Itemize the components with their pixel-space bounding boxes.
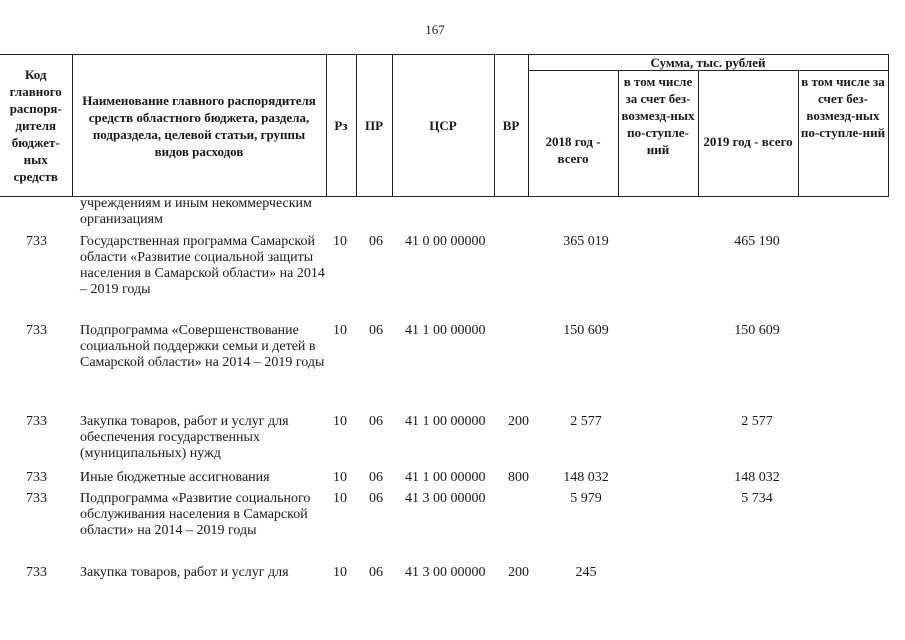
row-sum-2019: 5 734: [741, 491, 773, 506]
row-name: Государственная программа Самарской области «Развитие социальной защиты населения в Самарской области» на 2014 – 2019 годы: [80, 234, 325, 297]
row-csr: 41 1 00 00000: [405, 470, 486, 485]
row-sum-2018: 245: [575, 565, 597, 580]
row-pr: 06: [369, 565, 383, 580]
header-name: Наименование главного распорядителя средств областного бюджета, раздела, подраздела, целевой статьи, группы видов расходов: [72, 55, 326, 197]
row-name: Иные бюджетные ассигнования: [80, 470, 270, 485]
row-kod: 733: [26, 414, 47, 429]
header-total-2019: 2019 год - всего: [698, 71, 798, 197]
row-csr: 41 3 00 00000: [405, 565, 486, 580]
header-pr: ПР: [356, 55, 392, 197]
header-total-2018: 2018 год - всего: [528, 71, 618, 197]
row-pr: 06: [369, 323, 383, 338]
row-sum-2019: 2 577: [741, 414, 773, 429]
row-sum-2019: 150 609: [734, 323, 780, 338]
row-sum-2019: 465 190: [734, 234, 780, 249]
row-name: Закупка товаров, работ и услуг для обеспечения государственных (муниципальных) нужд: [80, 414, 289, 461]
row-csr: 41 3 00 00000: [405, 491, 486, 506]
header-csr: ЦСР: [392, 55, 494, 197]
row-kod: 733: [26, 565, 47, 580]
row-name: Подпрограмма «Развитие социального обслуживания населения в Самарской области» на 2014 – 2019 годы: [80, 491, 311, 538]
row-vr: 800: [508, 470, 529, 485]
row-sum-2018: 150 609: [563, 323, 609, 338]
header-incl-2019: в том числе за счет без-возмезд-ных по-ступле-ний: [798, 71, 888, 197]
row-pr: 06: [369, 234, 383, 249]
row-pr: 06: [369, 491, 383, 506]
page-number: 167: [425, 22, 445, 37]
row-rz: 10: [333, 414, 347, 429]
row-kod: 733: [26, 470, 47, 485]
row-rz: 10: [333, 323, 347, 338]
row-name: Подпрограмма «Совершенствование социальной поддержки семьи и детей в Самарской области» на 2014 – 2019 годы: [80, 323, 325, 370]
row-sum-2018: 365 019: [563, 234, 609, 249]
row-pr: 06: [369, 414, 383, 429]
row-rz: 10: [333, 470, 347, 485]
row-csr: 41 1 00 00000: [405, 414, 486, 429]
row-kod: 733: [26, 491, 47, 506]
row-csr: 41 1 00 00000: [405, 323, 486, 338]
row-rz: 10: [333, 491, 347, 506]
header-kod: Код главного распоря-дителя бюджет-ных средств: [0, 55, 72, 197]
row-csr: 41 0 00 00000: [405, 234, 486, 249]
row-rz: 10: [333, 234, 347, 249]
header-sum-title: Сумма, тыс. рублей: [528, 55, 888, 71]
row-sum-2018: 2 577: [570, 414, 602, 429]
header-vr: ВР: [494, 55, 528, 197]
header-rz: Рз: [326, 55, 356, 197]
row-pr: 06: [369, 470, 383, 485]
row-sum-2018: 148 032: [563, 470, 609, 485]
row-name: учреждениям и иным некоммерческим организациям: [80, 196, 312, 227]
header-incl-2018: в том числе за счет без-возмезд-ных по-ступле-ний: [618, 71, 698, 197]
row-name: Закупка товаров, работ и услуг для: [80, 565, 289, 580]
row-sum-2018: 5 979: [570, 491, 602, 506]
row-kod: 733: [26, 234, 47, 249]
table-header: [0, 54, 889, 197]
row-kod: 733: [26, 323, 47, 338]
row-rz: 10: [333, 565, 347, 580]
row-sum-2019: 148 032: [734, 470, 780, 485]
row-vr: 200: [508, 565, 529, 580]
row-vr: 200: [508, 414, 529, 429]
